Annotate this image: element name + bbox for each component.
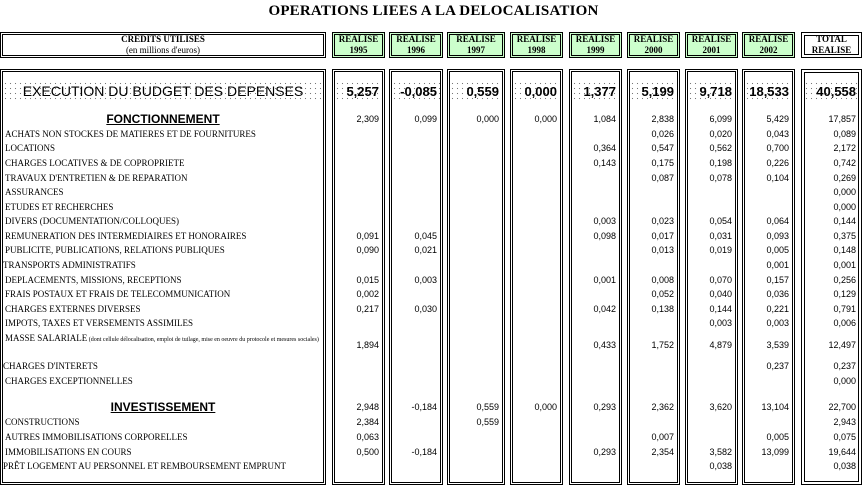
row-value: 2,172 [833,143,856,153]
column-header-text: TOTAL [816,34,847,44]
budget-value: 5,199 [630,81,677,101]
row-value: 3,582 [709,447,732,457]
row-value: 1,752 [651,340,674,350]
row-label: AUTRES IMMOBILISATIONS CORPORELLES [5,432,188,442]
row-label: DEPLACEMENTS, MISSIONS, RECEPTIONS [5,275,182,285]
row-label: DIVERS (DOCUMENTATION/COLLOQUES) [5,216,180,226]
row-value: 0,433 [593,340,616,350]
row-value: 2,362 [651,402,674,412]
column-header-text: REALISE [516,34,557,44]
row-value: 0,256 [833,275,856,285]
column-header-text: REALISE [691,34,732,44]
row-value: 12,497 [828,340,856,350]
row-value: 0,031 [709,231,732,241]
row-value: 0,007 [651,432,674,442]
row-value: -0,184 [411,402,437,412]
column-header-text: REALISE [396,34,436,44]
row-value: 0,003 [593,216,616,226]
row-value: 0,269 [833,173,856,183]
row-value: 0,063 [356,432,379,442]
row-value: 0,064 [766,216,789,226]
row-value: 0,020 [709,129,732,139]
row-value: 0,026 [651,129,674,139]
row-value: 0,042 [593,304,616,314]
row-value: 0,001 [766,260,789,270]
row-value: 0,000 [476,114,499,124]
row-value: 17,857 [828,114,856,124]
row-value: 2,309 [356,114,379,124]
row-label-note: (dont cellule délocalisation, emploi de tuilage, mise en oeuvre du protocole et mesures sociales) [87,337,319,343]
column-header-text: 2001 [702,45,721,55]
row-value: 3,620 [709,402,732,412]
column-header [510,32,563,58]
column-header-text: REALISE [575,34,616,44]
row-value: 0,087 [651,173,674,183]
column-header-text: 1998 [527,45,546,55]
row-value: 0,098 [593,231,616,241]
column-header [801,32,862,58]
row-value: 0,500 [356,447,379,457]
row-value: 0,045 [414,231,437,241]
row-value: 2,384 [356,417,379,427]
column-header-text: 1999 [586,45,605,55]
column-header-text: 1995 [349,45,368,55]
row-label: ETUDES ET RECHERCHES [5,202,114,212]
row-value: 0,226 [766,158,789,168]
row-value: 0,138 [651,304,674,314]
row-value: 0,006 [833,318,856,328]
row-value: 0,000 [833,187,856,197]
header-label-cell [0,32,326,58]
row-label: PRÊT LOGEMENT AU PERSONNEL ET REMBOURSEMENT EMPRUNT [3,461,287,471]
row-value: 0,000 [534,114,557,124]
row-value: 0,375 [833,231,856,241]
page-title: OPERATIONS LIEES A LA DELOCALISATION [268,3,599,19]
row-label: TRAVAUX D'ENTRETIEN & DE REPARATION [5,173,188,183]
row-value: 0,198 [709,158,732,168]
row-label: REMUNERATION DES INTERMEDIAIRES ET HONORAIRES [5,231,247,241]
budget-value: 40,558 [804,81,859,101]
row-value: 0,003 [414,275,437,285]
column-header-text: REALISE [338,34,379,44]
column-header [389,32,443,58]
row-label: CONSTRUCTIONS [5,417,80,427]
row-label: IMPOTS, TAXES ET VERSEMENTS ASSIMILES [5,318,194,328]
column-header [627,32,680,58]
row-value: 2,948 [356,402,379,412]
row-value: 13,099 [761,447,789,457]
row-value: 0,008 [651,275,674,285]
row-value: 0,000 [833,202,856,212]
row-value: 0,143 [593,158,616,168]
row-value: 0,559 [476,417,499,427]
row-value: 0,559 [476,402,499,412]
row-value: 0,237 [833,361,856,371]
row-label: ASSURANCES [5,187,64,197]
row-value: 6,099 [709,114,732,124]
section-heading: FONCTIONNEMENT [106,112,220,126]
row-label: CHARGES D'INTERETS [3,361,98,371]
row-value: 0,217 [356,304,379,314]
row-label: TRANSPORTS ADMINISTRATIFS [3,260,136,270]
row-value: 0,104 [766,173,789,183]
column-header-text: REALISE [811,45,852,55]
row-value: 0,700 [766,143,789,153]
row-value: 0,075 [833,432,856,442]
row-label: ACHATS NON STOCKES DE MATIERES ET DE FOURNITURES [5,129,256,139]
row-value: 0,144 [833,216,856,226]
row-value: 0,562 [709,143,732,153]
column-header [685,32,738,58]
budget-value: -0,085 [392,81,440,101]
column-header-text: REALISE [456,34,496,44]
row-value: 0,175 [651,158,674,168]
row-value: 0,019 [709,245,732,255]
row-value: 0,000 [534,402,557,412]
row-label: LOCATIONS [5,143,56,153]
row-value: 0,221 [766,304,789,314]
row-value: 0,030 [414,304,437,314]
column-header-text: 1997 [467,45,485,55]
row-value: 0,070 [709,275,732,285]
row-value: 0,021 [414,245,437,255]
column-header-text: REALISE [748,34,789,44]
row-value: -0,184 [411,447,437,457]
row-value: 0,003 [766,318,789,328]
row-value: 0,293 [593,402,616,412]
row-value: 0,017 [651,231,674,241]
column-header [569,32,622,58]
row-value: 0,040 [709,289,732,299]
row-value: 13,104 [761,402,789,412]
budget-value: 0,000 [513,81,560,101]
row-value: 0,002 [356,289,379,299]
row-label: CHARGES LOCATIVES & DE COPROPRIETE [5,158,185,168]
row-value: 0,293 [593,447,616,457]
row-value: 0,052 [651,289,674,299]
budget-value: 0,559 [450,81,502,101]
row-label: FRAIS POSTAUX ET FRAIS DE TELECOMMUNICATION [5,289,231,299]
row-label: PUBLICITE, PUBLICATIONS, RELATIONS PUBLIQUES [5,245,225,255]
row-value: 0,791 [833,304,856,314]
row-label: IMMOBILISATIONS EN COURS [5,447,132,457]
budget-value: 1,377 [572,81,619,101]
row-value: 0,547 [651,143,674,153]
row-value: 0,129 [833,289,856,299]
row-value: 0,237 [766,361,789,371]
column-header-text: 2000 [644,45,663,55]
row-value: 0,005 [766,432,789,442]
row-value: 5,429 [766,114,789,124]
row-value: 0,157 [766,275,789,285]
row-value: 2,943 [833,417,856,427]
row-value: 0,742 [833,158,856,168]
row-value: 0,091 [356,231,379,241]
row-value: 0,043 [766,129,789,139]
row-value: 0,001 [833,260,856,270]
row-value: 0,089 [833,129,856,139]
budget-value: 5,257 [335,81,382,101]
column-header-text: 1996 [407,45,425,55]
row-value: 0,013 [651,245,674,255]
row-value: 0,036 [766,289,789,299]
row-label: CHARGES EXTERNES DIVERSES [5,304,141,314]
row-value: 0,023 [651,216,674,226]
column-header [742,32,795,58]
header-label-line: (en millions d'euros) [125,45,201,55]
row-value: 2,838 [651,114,674,124]
row-value: 0,038 [709,461,732,471]
value-column-body [510,69,563,485]
section-heading: INVESTISSEMENT [110,400,216,414]
column-header [332,32,385,58]
budget-value: 9,718 [688,81,735,101]
row-value: 22,700 [828,402,856,412]
row-value: 1,894 [356,340,379,350]
row-value: 0,090 [356,245,379,255]
row-value: 4,879 [709,340,732,350]
row-value: 0,001 [593,275,616,285]
row-value: 0,054 [709,216,732,226]
row-value: 0,099 [414,114,437,124]
column-header-text: REALISE [633,34,674,44]
row-value: 1,084 [593,114,616,124]
column-header [447,32,505,58]
row-value: 0,364 [593,143,616,153]
row-value: 0,038 [833,461,856,471]
row-value: 0,093 [766,231,789,241]
row-value: 0,015 [356,275,379,285]
row-value: 0,078 [709,173,732,183]
row-value: 19,644 [828,447,856,457]
row-value: 0,005 [766,245,789,255]
row-value: 0,003 [709,318,732,328]
budget-row-label: EXECUTION DU BUDGET DES DEPENSES [3,81,323,101]
row-value: 0,148 [833,245,856,255]
header-label-line: CREDITS UTILISES [121,34,205,44]
row-value: 0,144 [709,304,732,314]
row-value: 3,539 [766,340,789,350]
column-header-text: 2002 [759,45,778,55]
row-label: MASSE SALARIALE (dont cellule délocalisation, emploi de tuilage, mise en oeuvre du protocole et mesures sociales) [5,333,319,343]
row-label: CHARGES EXCEPTIONNELLES [5,376,133,386]
row-value: 2,354 [651,447,674,457]
budget-value: 18,533 [745,81,792,101]
row-value: 0,000 [833,376,856,386]
